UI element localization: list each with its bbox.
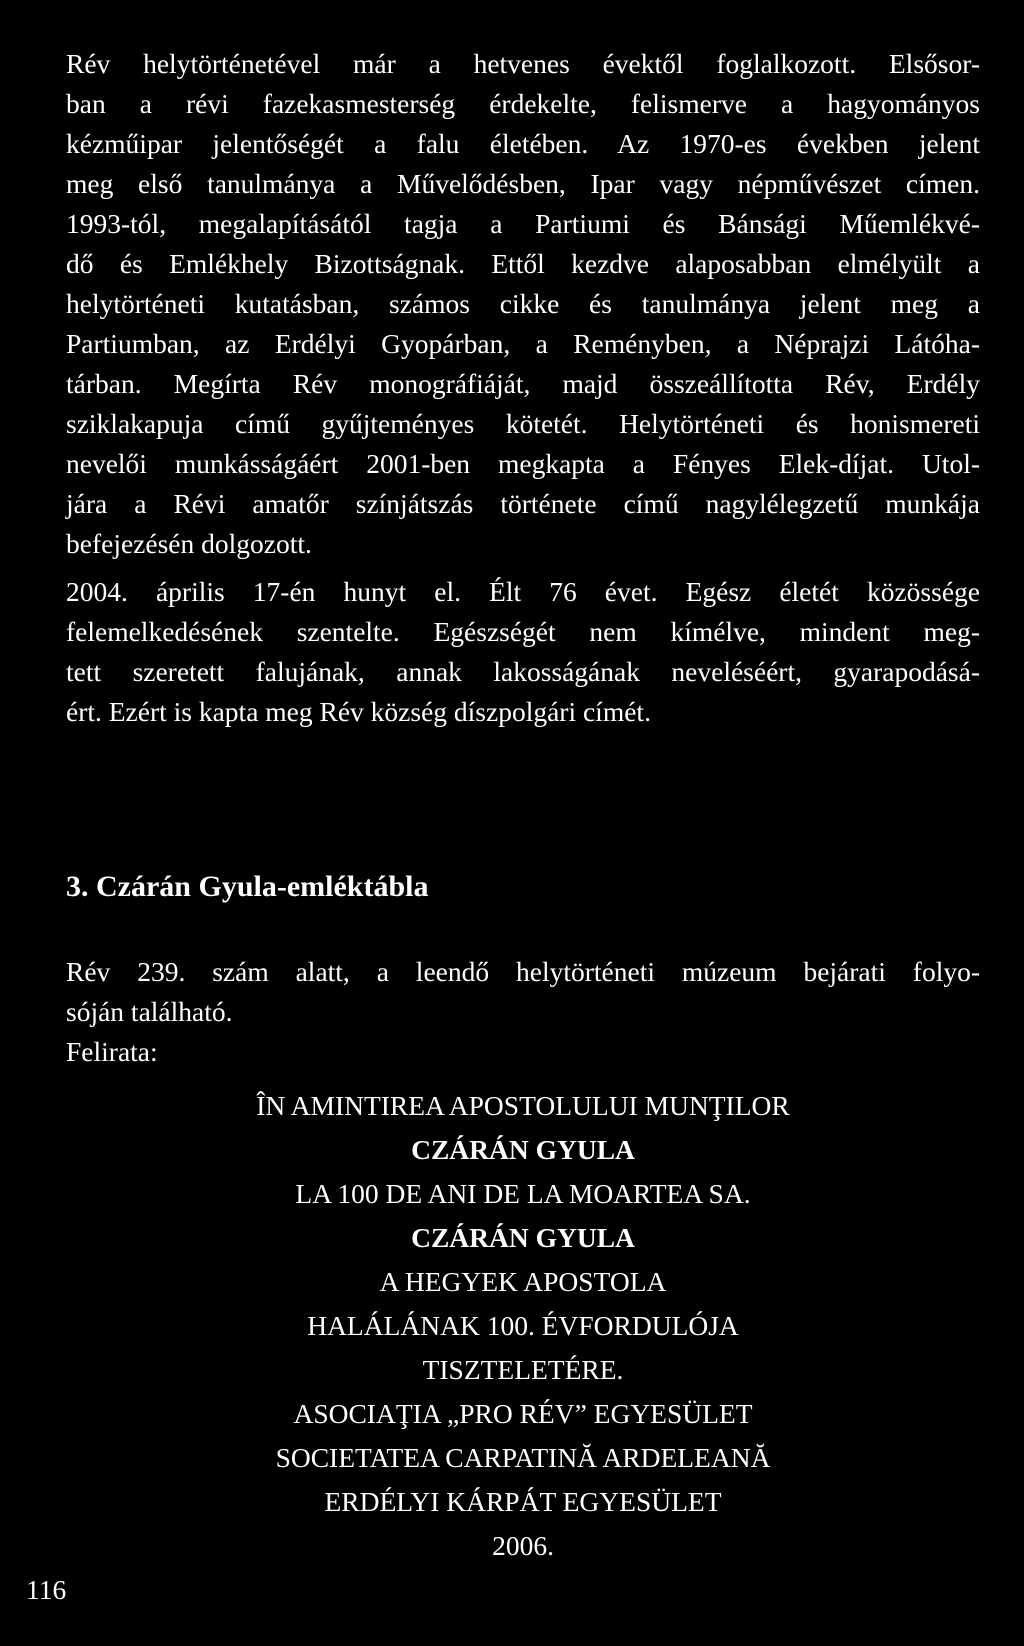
section-body: [66, 952, 980, 1072]
inscription-line: TISZTELETÉRE.: [422, 1354, 624, 1385]
text-line: tett szeretett falujának, annak lakosságának neveléséért, gyarapodásá-: [66, 656, 980, 687]
inscription-line: CZÁRÁN GYULA: [411, 1134, 635, 1165]
section-location-text: [66, 952, 980, 1032]
text-line: 1993-tól, megalapításától tagja a Partiumi és Bánsági Műemlékvé-: [66, 208, 980, 239]
text-line: nevelői munkásságáért 2001-ben megkapta a Fényes Elek-díjat. Utol-: [66, 448, 980, 479]
text-line: meg első tanulmánya a Művelődésben, Ipar vagy népművészet címen.: [66, 168, 980, 199]
text-line: tárban. Megírta Rév monográfiáját, majd összeállította Rév, Erdély: [66, 368, 980, 399]
text-line: ban a révi fazekasmesterség érdekelte, felismerve a hagyományos: [66, 88, 980, 119]
text-line: sziklakapuja című gyűjteményes kötetét. Helytörténeti és honismereti: [66, 408, 980, 439]
text-line: Partiumban, az Erdélyi Gyopárban, a Reményben, a Néprajzi Látóha-: [66, 328, 980, 359]
inscription-line: HALÁLÁNAK 100. ÉVFORDULÓJA: [307, 1310, 739, 1341]
text-line: dő és Emlékhely Bizottságnak. Ettől kezdve alaposabban elmélyült a: [66, 248, 980, 279]
page-body: [66, 44, 980, 1561]
inscription-line: ASOCIAŢIA „PRO RÉV” EGYESÜLET: [293, 1398, 753, 1429]
text-line: sóján található.: [66, 996, 233, 1027]
paragraph-death: [66, 572, 980, 732]
text-line: 2004. április 17-én hunyt el. Élt 76 évet. Egész életét közössége: [66, 576, 980, 607]
text-line: Rév helytörténetével már a hetvenes évektől foglalkozott. Elsősor-: [66, 48, 980, 79]
text-line: ért. Ezért is kapta meg Rév község díszpolgári címét.: [66, 696, 651, 727]
inscription-line: 2006.: [492, 1530, 554, 1561]
text-line: jára a Révi amatőr színjátszás története című nagylélegzetű munkája: [66, 488, 980, 519]
text-line: kézműipar jelentőségét a falu életében. Az 1970-es években jelent: [66, 128, 980, 159]
inscription-line: ERDÉLYI KÁRPÁT EGYESÜLET: [324, 1486, 722, 1517]
inscription-label: Felirata:: [66, 1036, 158, 1067]
text-line: felemelkedésének szentelte. Egészségét nem kímélve, mindent meg-: [66, 616, 980, 647]
inscription: [66, 1084, 980, 1568]
section-heading: 3. Czárán Gyula-emléktábla: [66, 870, 429, 903]
text-line: befejezésén dolgozott.: [66, 528, 312, 559]
inscription-line: ÎN AMINTIREA APOSTOLULUI MUNŢILOR: [256, 1090, 790, 1121]
inscription-line: SOCIETATEA CARPATINĂ ARDELEANĂ: [275, 1442, 771, 1473]
inscription-line: A HEGYEK APOSTOLA: [379, 1266, 667, 1297]
text-line: helytörténeti kutatásban, számos cikke és tanulmánya jelent meg a: [66, 288, 980, 319]
inscription-line: LA 100 DE ANI DE LA MOARTEA SA.: [295, 1178, 751, 1209]
page-number: 116: [26, 1574, 67, 1605]
inscription-line: CZÁRÁN GYULA: [411, 1222, 635, 1253]
text-line: Rév 239. szám alatt, a leendő helytörténeti múzeum bejárati folyo-: [66, 956, 980, 987]
paragraph-biography: [66, 44, 980, 564]
